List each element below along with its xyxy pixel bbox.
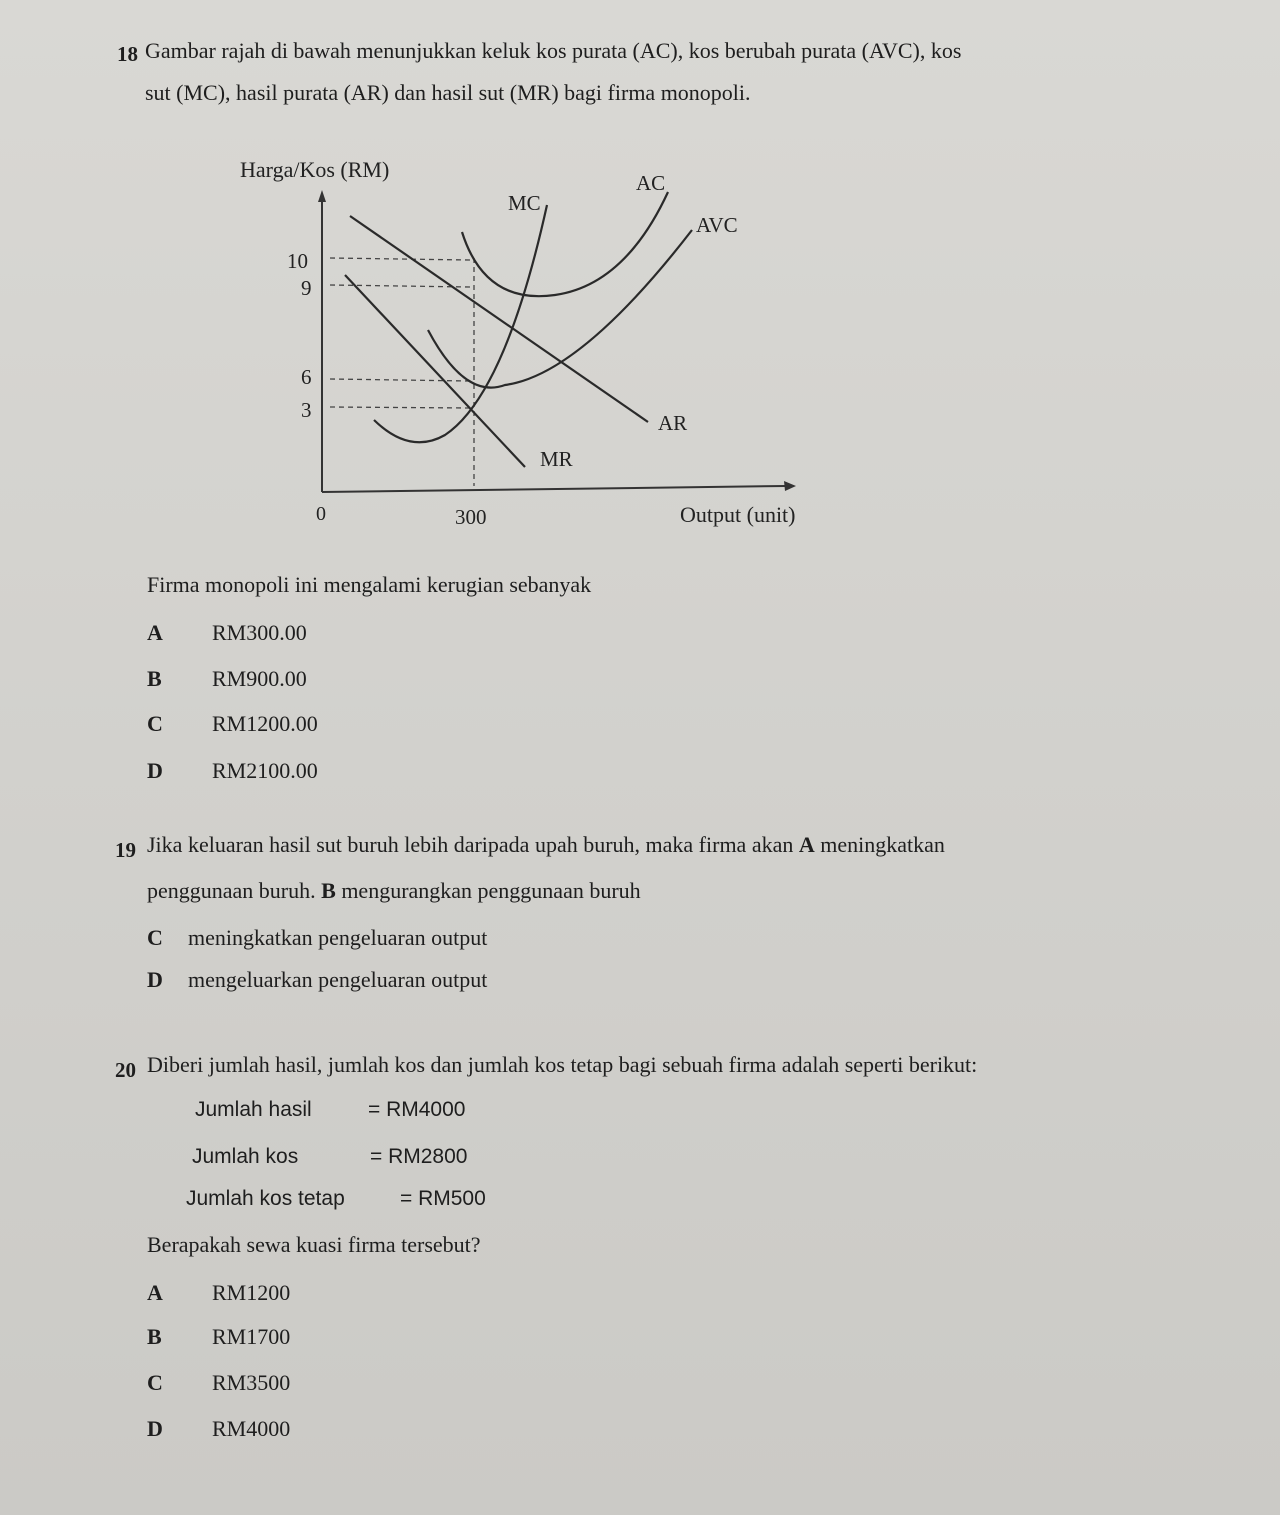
question-18-line-2: sut (MC), hasil purata (AR) dan hasil sut (MR) bagi firma monopoli.: [145, 80, 751, 105]
question-19-line-1: [147, 832, 945, 858]
given-fixed-cost-label: Jumlah kos tetap: [186, 1187, 345, 1210]
q18-option-a[interactable]: RM300.00: [212, 620, 307, 645]
label-mc: MC: [508, 191, 541, 215]
q20-option-d[interactable]: RM4000: [212, 1416, 291, 1441]
x-tick-0: 0: [316, 503, 326, 525]
q19-option-b-letter[interactable]: B: [321, 878, 336, 903]
question-19-line-2: [147, 878, 641, 904]
q19-option-d[interactable]: mengeluarkan pengeluaran output: [188, 967, 488, 992]
given-total-cost-label: Jumlah kos: [192, 1145, 299, 1168]
x-axis-label: Output (unit): [680, 502, 796, 527]
label-ac: AC: [636, 171, 666, 195]
question-19-stem: Jika keluaran hasil sut buruh lebih daripada upah buruh, maka firma akan: [147, 832, 794, 857]
question-18-prompt: Firma monopoli ini mengalami kerugian sebanyak: [147, 572, 592, 597]
x-axis-arrow: [784, 481, 796, 491]
q18-option-d[interactable]: RM2100.00: [212, 758, 318, 783]
question-20-number: 20: [115, 1058, 136, 1082]
curve-mr: [345, 275, 525, 467]
given-total-cost-value: = RM2800: [370, 1145, 468, 1168]
q19-option-a-letter[interactable]: A: [798, 832, 815, 857]
label-avc: AVC: [696, 213, 738, 237]
q20-option-a-letter[interactable]: A: [147, 1280, 163, 1305]
q20-option-a[interactable]: RM1200: [212, 1280, 291, 1305]
y-axis-label: Harga/Kos (RM): [240, 157, 390, 182]
curve-ac: [462, 192, 668, 296]
q20-option-c-letter[interactable]: C: [147, 1370, 163, 1395]
reference-line-6: [330, 379, 470, 381]
q20-option-c[interactable]: RM3500: [212, 1370, 291, 1395]
given-total-revenue-value: = RM4000: [368, 1098, 466, 1121]
label-mr: MR: [540, 447, 573, 471]
q18-option-d-letter[interactable]: D: [147, 758, 163, 783]
q19-option-a-continued[interactable]: penggunaan buruh.: [147, 878, 316, 903]
q19-option-c[interactable]: meningkatkan pengeluaran output: [188, 925, 488, 950]
given-fixed-cost-value: = RM500: [400, 1187, 486, 1210]
question-18-number: 18: [117, 42, 138, 66]
cost-revenue-chart: [0, 0, 1280, 560]
curve-avc: [428, 230, 692, 388]
curve-ar: [350, 216, 648, 422]
q18-option-b-letter[interactable]: B: [147, 666, 162, 691]
q19-option-b[interactable]: mengurangkan penggunaan buruh: [341, 878, 641, 903]
q18-option-b[interactable]: RM900.00: [212, 666, 307, 691]
y-tick-6: 6: [301, 365, 312, 389]
reference-line-3: [330, 407, 470, 408]
q20-option-b[interactable]: RM1700: [212, 1324, 291, 1349]
q18-option-c-letter[interactable]: C: [147, 711, 163, 736]
question-20-prompt: Berapakah sewa kuasi firma tersebut?: [147, 1232, 481, 1257]
curve-mc: [374, 205, 547, 442]
q19-option-c-letter[interactable]: C: [147, 925, 163, 950]
y-axis-arrow: [318, 190, 326, 202]
given-total-revenue-label: Jumlah hasil: [195, 1098, 312, 1121]
label-ar: AR: [658, 411, 688, 435]
question-20-line-1: Diberi jumlah hasil, jumlah kos dan jumlah kos tetap bagi sebuah firma adalah seperti berikut:: [147, 1052, 978, 1077]
y-tick-10: 10: [287, 249, 308, 273]
q19-option-d-letter[interactable]: D: [147, 967, 163, 992]
q18-option-a-letter[interactable]: A: [147, 620, 163, 645]
q20-option-b-letter[interactable]: B: [147, 1324, 162, 1349]
q18-option-c[interactable]: RM1200.00: [212, 711, 318, 736]
reference-line-10: [330, 258, 470, 260]
y-tick-9: 9: [301, 276, 312, 300]
q19-option-a[interactable]: meningkatkan: [820, 832, 945, 857]
question-18-line-1: Gambar rajah di bawah menunjukkan keluk kos purata (AC), kos berubah purata (AVC), kos: [145, 38, 962, 63]
x-tick-300: 300: [455, 505, 487, 529]
x-axis: [322, 486, 786, 492]
question-19-number: 19: [115, 838, 136, 862]
q20-option-d-letter[interactable]: D: [147, 1416, 163, 1441]
y-tick-3: 3: [301, 398, 312, 422]
